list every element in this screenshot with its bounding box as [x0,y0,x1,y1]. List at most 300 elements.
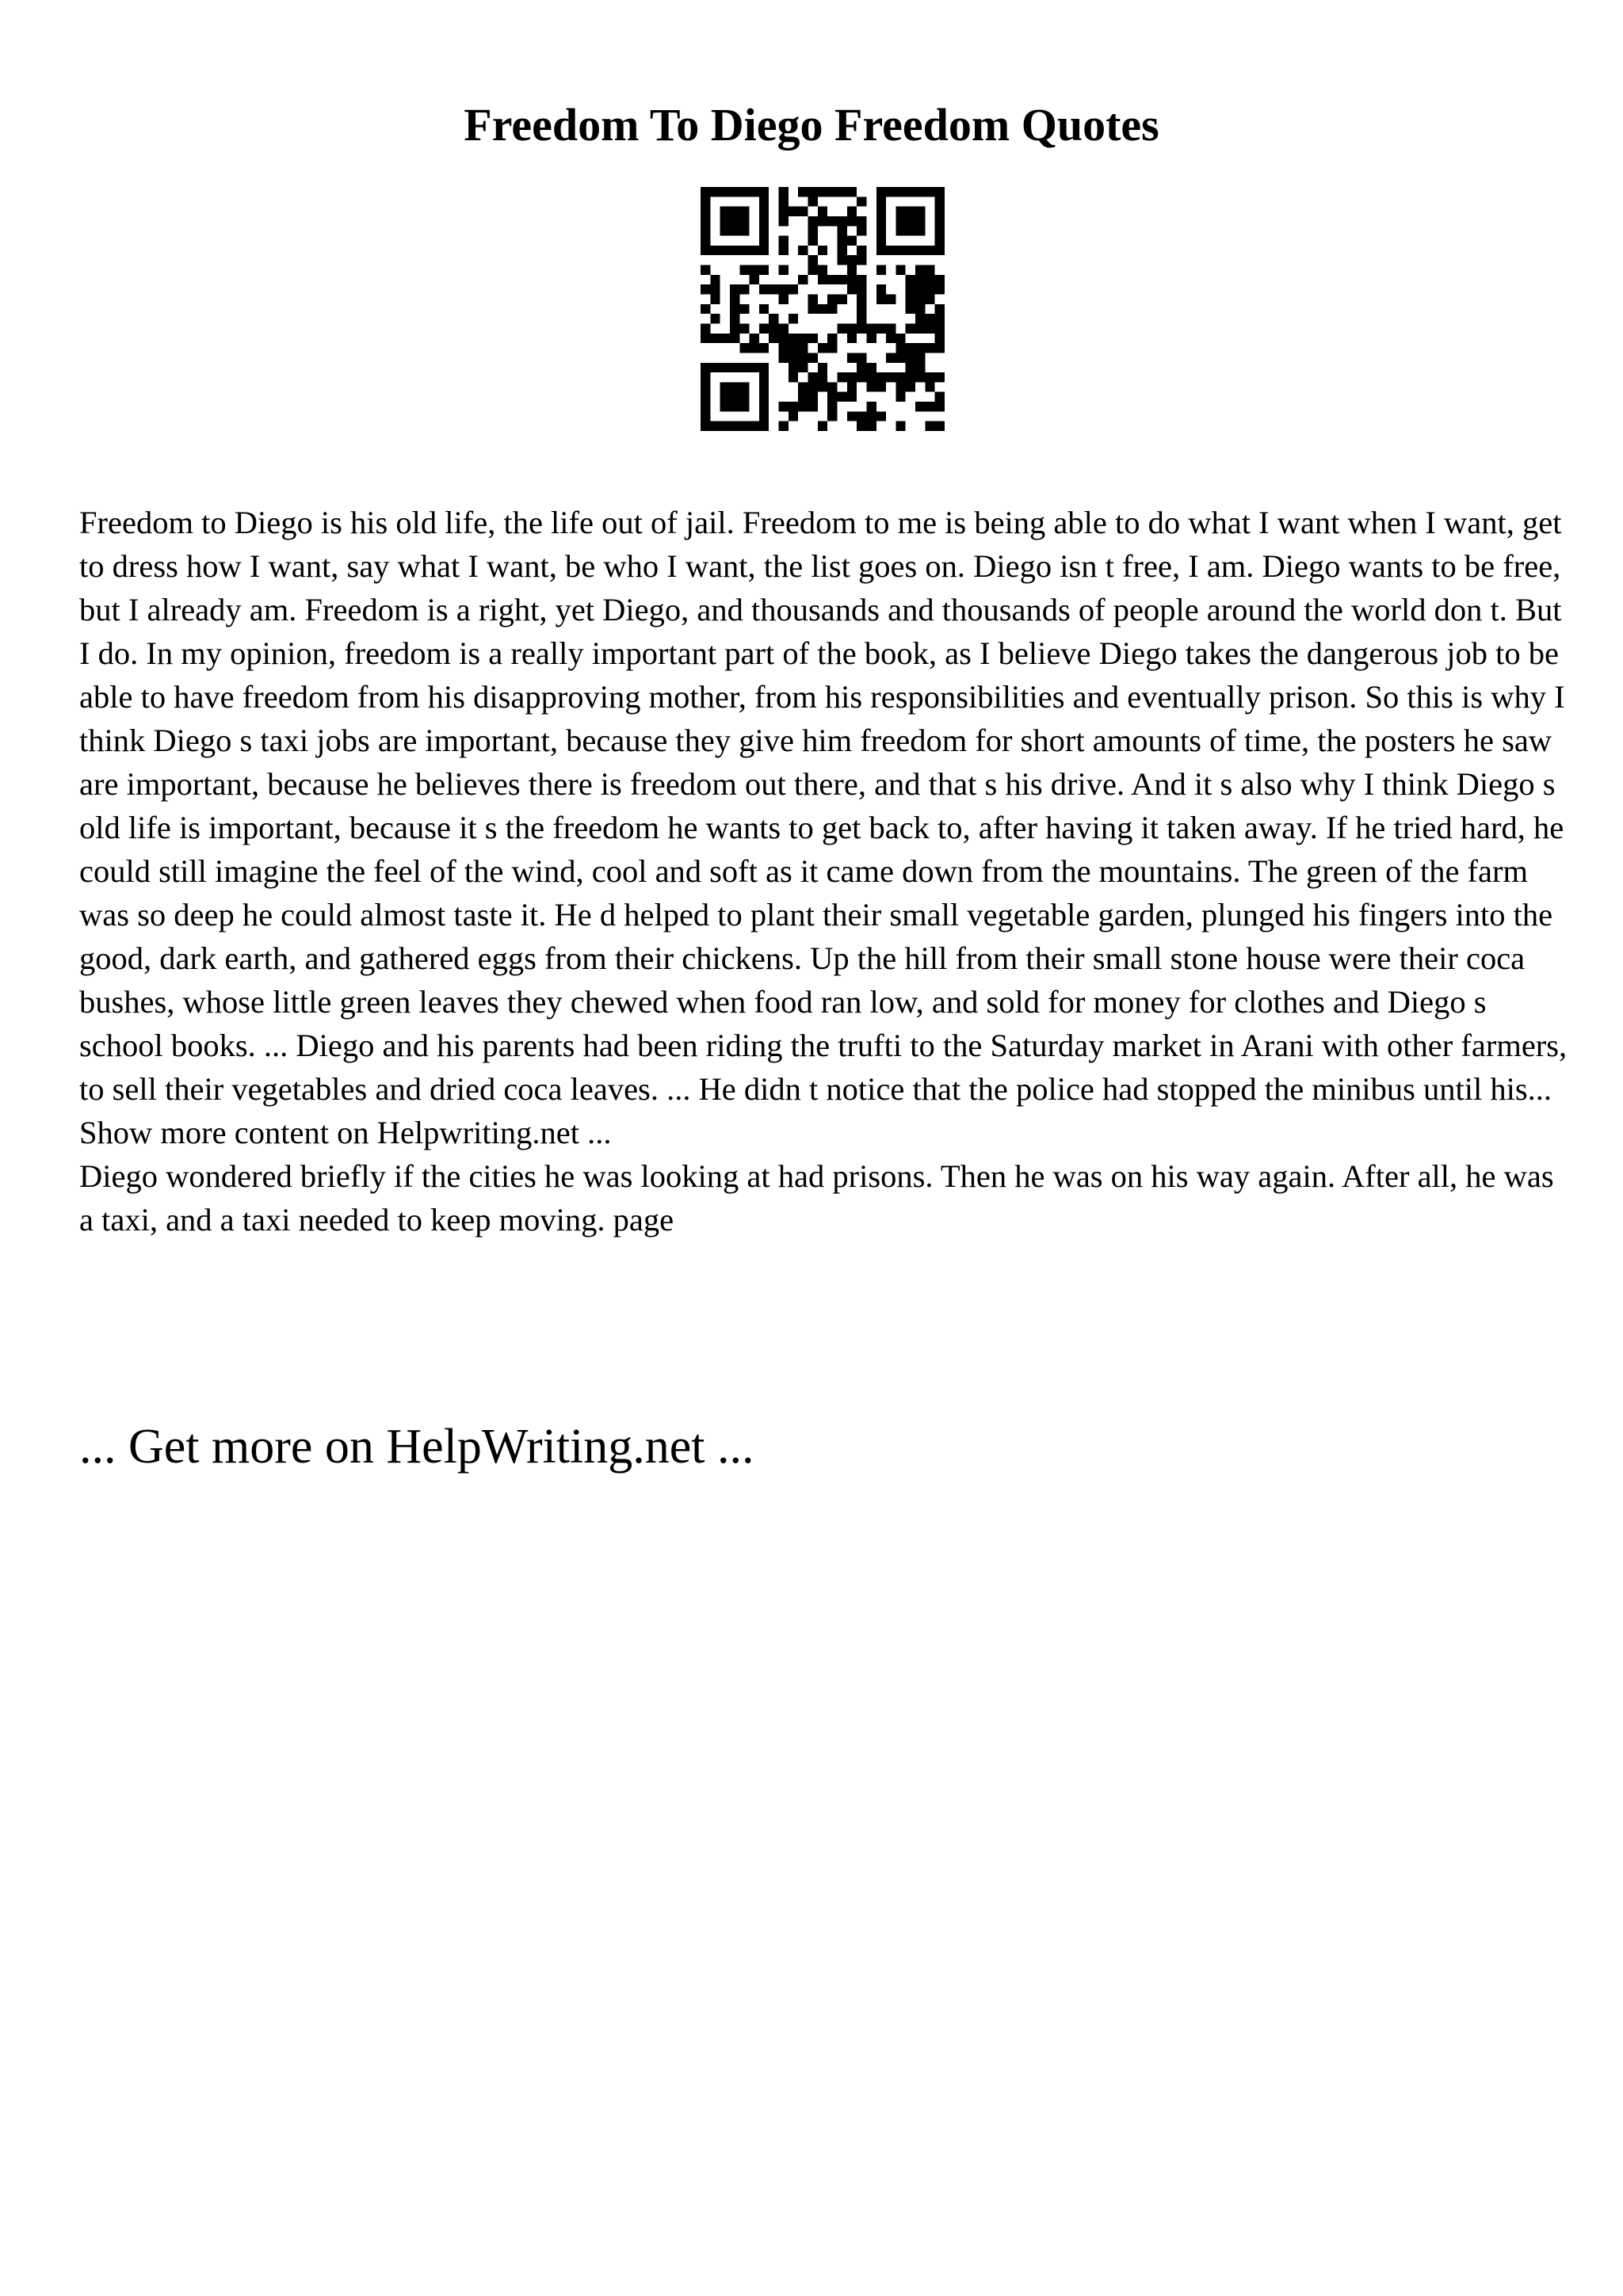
qr-module [857,246,866,255]
qr-module [720,246,730,255]
qr-module [866,323,876,333]
qr-module [906,246,915,255]
qr-module [915,265,925,275]
qr-module [739,304,749,314]
qr-module [925,372,934,382]
qr-module [779,295,789,304]
qr-module [808,392,818,402]
qr-module [739,392,749,402]
qr-module [915,246,925,255]
qr-module [866,402,876,411]
qr-module [798,334,808,343]
qr-module [808,265,818,275]
qr-module [730,295,739,304]
qr-module [935,304,945,314]
qr-module [896,216,905,226]
qr-module [701,284,710,294]
qr-module [798,275,808,284]
qr-module [935,246,945,255]
qr-module [896,353,905,362]
qr-module [789,372,798,382]
qr-module [759,265,769,275]
qr-module [798,392,808,402]
qr-module [818,304,827,314]
qr-module [759,382,769,391]
qr-module [876,323,886,333]
qr-module [779,246,789,255]
qr-module [906,353,915,362]
qr-module [915,295,925,304]
qr-module [876,236,886,246]
qr-module [837,216,846,226]
qr-module [847,382,857,391]
qr-module [876,382,886,391]
qr-module [896,392,905,402]
qr-module [739,382,749,391]
qr-module [701,411,710,421]
qr-module [759,236,769,246]
qr-module [915,207,925,216]
qr-module [730,207,739,216]
qr-module [808,236,818,246]
qr-module [818,275,827,284]
qr-module [710,187,720,196]
qr-module [857,372,866,382]
qr-module [779,187,789,196]
qr-module [720,402,730,411]
qr-module [720,187,730,196]
qr-module [789,334,798,343]
qr-module [857,421,866,431]
qr-module [730,304,739,314]
qr-module [906,382,915,391]
qr-module [827,304,837,314]
qr-module [857,353,866,362]
qr-module [789,411,798,421]
qr-module [710,284,720,294]
qr-module [896,226,905,235]
page-title: Freedom To Diego Freedom Quotes [464,99,1159,151]
qr-module [730,323,739,333]
qr-module [847,334,857,343]
qr-module [925,382,934,391]
qr-module [896,421,905,431]
qr-module [857,411,866,421]
qr-module [847,411,857,421]
qr-module [750,363,759,372]
qr-module [798,343,808,353]
qr-module [935,402,945,411]
qr-module [906,187,915,196]
qr-module [818,372,827,382]
qr-module [739,246,749,255]
qr-module [925,265,934,275]
qr-module [779,353,789,362]
qr-module [701,334,710,343]
qr-module [730,421,739,431]
qr-module [876,411,886,421]
qr-module [701,187,710,196]
qr-module [906,275,915,284]
qr-module [818,421,827,431]
qr-module [789,207,798,216]
qr-module [935,334,945,343]
qr-module [857,275,866,284]
qr-module [798,402,808,411]
qr-module [896,382,905,391]
qr-module [915,353,925,362]
qr-module [915,323,925,333]
qr-module [798,207,808,216]
qr-module [769,323,778,333]
qr-module [935,236,945,246]
qr-module [886,372,896,382]
qr-module [720,226,730,235]
qr-module [876,246,886,255]
qr-module [720,363,730,372]
qr-module [701,372,710,382]
qr-module [925,323,934,333]
qr-module [750,187,759,196]
qr-module [759,226,769,235]
qr-module [730,246,739,255]
qr-module [837,323,846,333]
qr-module [866,411,876,421]
qr-module [730,187,739,196]
qr-module [906,304,915,314]
qr-module [876,226,886,235]
qr-module [896,207,905,216]
qr-module [827,411,837,421]
qr-module [759,304,769,314]
qr-module [808,255,818,265]
qr-module [759,411,769,421]
qr-module [730,216,739,226]
qr-module [886,187,896,196]
qr-module [906,343,915,353]
qr-module [720,334,730,343]
qr-module [935,314,945,323]
qr-module [847,187,857,196]
qr-module [798,353,808,362]
qr-module [789,353,798,362]
qr-module [837,226,846,235]
qr-code-icon [701,187,945,431]
qr-module [808,187,818,196]
qr-module [701,323,710,333]
qr-module [896,372,905,382]
qr-module [759,343,769,353]
qr-module [847,216,857,226]
qr-module [866,382,876,391]
qr-module [847,236,857,246]
qr-module [818,363,827,372]
qr-module [827,392,837,402]
qr-module [739,421,749,431]
qr-module [789,314,798,323]
qr-module [701,196,710,206]
qr-module [857,363,866,372]
qr-module [769,334,778,343]
qr-module [827,402,837,411]
qr-module [915,402,925,411]
qr-module [710,421,720,431]
qr-module [857,226,866,235]
qr-module [935,226,945,235]
qr-module [915,275,925,284]
qr-module [818,343,827,353]
qr-module [925,343,934,353]
qr-module [906,372,915,382]
qr-module [739,284,749,294]
qr-module [701,216,710,226]
qr-module [759,207,769,216]
qr-module [701,402,710,411]
qr-module [847,207,857,216]
qr-module [808,216,818,226]
qr-module [710,295,720,304]
qr-module [730,402,739,411]
qr-module [886,246,896,255]
qr-module [701,382,710,391]
qr-module [847,323,857,333]
qr-module [827,343,837,353]
qr-module [857,196,866,206]
qr-module [779,265,789,275]
qr-module [837,246,846,255]
qr-module [779,334,789,343]
qr-module [701,226,710,235]
qr-module [750,334,759,343]
qr-module [759,323,769,333]
qr-module [779,323,789,333]
qr-module [935,207,945,216]
qr-module [925,402,934,411]
qr-module [739,226,749,235]
qr-module [935,284,945,294]
qr-module [857,295,866,304]
qr-module [896,334,905,343]
qr-module [701,246,710,255]
qr-module [720,392,730,402]
qr-module [935,196,945,206]
qr-module [759,196,769,206]
qr-module [808,196,818,206]
qr-module [710,334,720,343]
qr-module [847,275,857,284]
qr-module [847,353,857,362]
qr-module [739,216,749,226]
qr-module [701,304,710,314]
qr-module [866,334,876,343]
qr-module [808,304,818,314]
qr-module [730,334,739,343]
footer-link[interactable]: ... Get more on HelpWriting.net ... [79,1420,754,1474]
qr-module [789,343,798,353]
qr-module [779,421,789,431]
qr-module [720,421,730,431]
qr-module [701,236,710,246]
qr-module [701,207,710,216]
qr-module [876,295,886,304]
qr-module [808,382,818,391]
qr-module [935,323,945,333]
qr-module [808,402,818,411]
qr-module [827,216,837,226]
qr-module [798,246,808,255]
article-body [79,501,1569,1241]
qr-module [886,323,896,333]
qr-module [759,372,769,382]
qr-module [759,187,769,196]
qr-module [866,421,876,431]
qr-module [789,284,798,294]
qr-module [837,255,846,265]
qr-module [847,284,857,294]
qr-module [896,187,905,196]
article-paragraph-1: Freedom to Diego is his old life, the life out of jail. Freedom to me is being able to do what I want when I want, get to dress how I want, say what I want, be who I want, the list goes on. Diego isn t free, I am. Diego wants to be free, but I already am. Freedom is a right, yet Diego, and thousands and thousands of people around the world don t. But I do. In my opinion, freedom is a really important part of the book, as I believe Diego takes the dangerous job to be able to have freedom from his disapproving mother, from his responsibilities and eventually prison. So this is why I think Diego s taxi jobs are important, because they give him freedom for short amounts of time, the posters he saw are important, because he believes there is freedom out there, and that s his drive. And it s also why I think Diego s old life is important, because it s the freedom he wants to get back to, after having it taken away. If he tried hard, he could still imagine the feel of the wind, cool and soft as it came down from the mountains. The green of the farm was so deep he could almost taste it. He d helped to plant their small vegetable garden, plunged his fingers into the good, dark earth, and gathered eggs from their chickens. Up the hill from their small stone house were their coca bushes, whose little green leaves they chewed when food ran low, and sold for money for clothes and Diego s school books. ... Diego and his parents had been riding the trufti to the Saturday market in Arani with other farmers, to sell their vegetables and dried coca leaves. ... He didn t notice that the police had stopped the minibus until his... Show more content on Helpwriting.net ... [79,505,1568,1150]
qr-module [730,392,739,402]
qr-module [779,207,789,216]
article-paragraph-2: Diego wondered briefly if the cities he was looking at had prisons. Then he was on his way again. After all, he was a taxi, and a taxi needed to keep moving. page [79,1158,1554,1238]
qr-module [779,343,789,353]
qr-module [906,284,915,294]
qr-module [739,323,749,333]
qr-module [701,363,710,372]
qr-module [935,421,945,431]
qr-module [818,207,827,216]
qr-module [739,363,749,372]
qr-module [915,343,925,353]
qr-module [789,402,798,411]
qr-module [779,196,789,206]
qr-module [925,187,934,196]
qr-module [720,216,730,226]
qr-module [701,265,710,275]
qr-module [925,421,934,431]
qr-module [750,265,759,275]
qr-module [915,284,925,294]
qr-module [925,295,934,304]
qr-module [701,421,710,431]
qr-module [779,236,789,246]
qr-module [730,284,739,294]
qr-module [759,363,769,372]
qr-module [720,207,730,216]
qr-module [730,382,739,391]
qr-module [750,275,759,284]
qr-module [798,363,808,372]
qr-module [847,372,857,382]
qr-module [750,343,759,353]
qr-module [915,216,925,226]
qr-module [935,216,945,226]
qr-module [808,226,818,235]
qr-module [847,392,857,402]
qr-module [818,187,827,196]
qr-module [925,246,934,255]
qr-module [876,372,886,382]
qr-module [779,216,789,226]
qr-module [847,255,857,265]
qr-module [808,353,818,362]
qr-module [896,343,905,353]
qr-module [925,275,934,284]
qr-module [759,421,769,431]
qr-module [818,246,827,255]
qr-module [730,314,739,323]
qr-module [750,421,759,431]
qr-module [857,284,866,294]
qr-module [866,363,876,372]
qr-module [906,363,915,372]
qr-module [827,295,837,304]
qr-module [906,323,915,333]
qr-module [739,207,749,216]
qr-module [866,372,876,382]
qr-module [876,216,886,226]
qr-module [915,314,925,323]
qr-module [818,265,827,275]
qr-module [837,187,846,196]
qr-module [750,246,759,255]
qr-module [789,363,798,372]
qr-module [915,372,925,382]
qr-module [720,382,730,391]
qr-module [759,216,769,226]
qr-module [710,246,720,255]
qr-module [906,226,915,235]
qr-module [906,207,915,216]
qr-module [769,314,778,323]
qr-module [876,187,886,196]
qr-module [906,295,915,304]
qr-module [935,275,945,284]
qr-module [876,265,886,275]
qr-module [759,284,769,294]
qr-module [935,372,945,382]
qr-module [808,334,818,343]
qr-module [876,284,886,294]
qr-module [779,284,789,294]
qr-module [886,353,896,362]
qr-module [818,382,827,391]
qr-module [857,255,866,265]
qr-module [710,314,720,323]
qr-module [798,187,808,196]
qr-module [837,275,846,284]
qr-module [827,334,837,343]
qr-module [896,265,905,275]
qr-module [915,187,925,196]
qr-module [759,402,769,411]
qr-module [739,187,749,196]
qr-module [837,295,846,304]
qr-module [876,196,886,206]
qr-module [935,187,945,196]
qr-module [857,216,866,226]
qr-module [915,304,925,314]
qr-module [739,343,749,353]
qr-module [837,392,846,402]
qr-module [701,392,710,402]
qr-module [857,304,866,314]
qr-module [886,334,896,343]
qr-module [915,363,925,372]
qr-module [730,363,739,372]
qr-module [925,314,934,323]
qr-module [730,226,739,235]
